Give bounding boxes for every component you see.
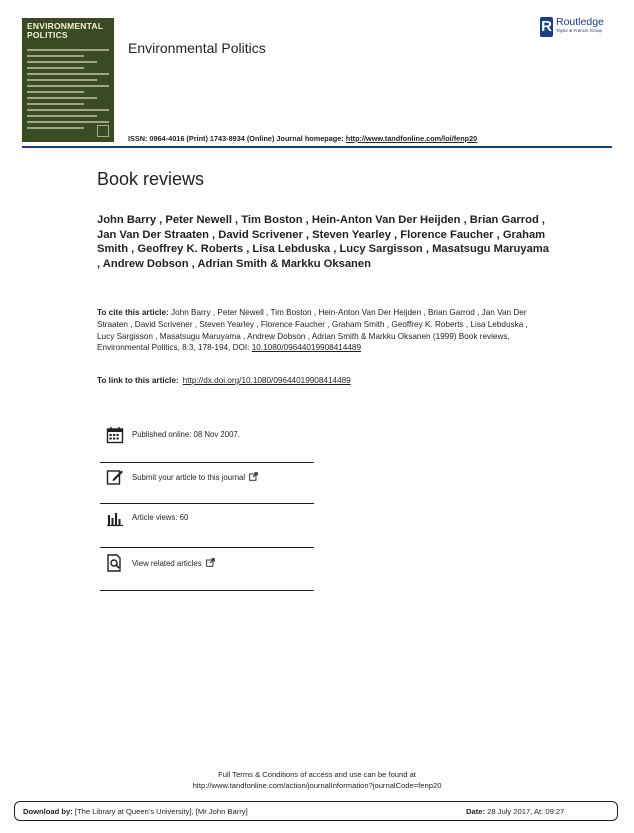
external-link-icon [249,472,258,481]
citation-block [97,307,542,354]
cover-contents-lines [27,49,109,129]
cover-mark [97,125,109,137]
article-title: Book reviews [97,169,205,189]
terms-block [0,769,634,791]
article-link-line [97,376,351,385]
download-date [466,807,564,816]
search-document-icon [106,554,124,572]
date-label: Date: [466,807,485,816]
bar-chart-icon [106,509,124,527]
submit-article-link[interactable] [132,472,258,482]
edit-icon [106,468,124,486]
cite-label: To cite this article: [97,308,169,317]
issn-line [128,134,477,143]
cite-text: John Barry , Peter Newell , Tim Boston , Hein-Anton Van Der Heijden , Brian Garrod , Jan Van Der Straaten , David Scrivener , Steven Yearley , Florence Faucher , Graham Smith , Geoffrey K. Roberts , Lisa Lebduska , Lucy Sargisson , Masatsugu Maruyama , Andrew Dobson , Adrian Smith & Markku Oksanen (1999) Book reviews, Environmental Politics, 8:3, 178-194, DOI: [97,308,528,353]
journal-name: Environmental Politics [128,40,266,56]
journal-homepage-link[interactable]: http://www.tandfonline.com/loi/fenp20 [345,134,478,143]
info-divider [100,503,314,504]
download-label: Download by: [23,807,73,816]
download-info-box [14,801,618,821]
publisher-name: Routledge [556,16,604,28]
issn-text: ISSN: 0964-4016 (Print) 1743-8934 (Online) Journal homepage: [128,134,346,143]
related-articles-row[interactable] [100,552,314,592]
download-by [23,807,248,816]
author-list: John Barry , Peter Newell , Tim Boston , Hein-Anton Van Der Heijden , Brian Garrod , Jan Van Der Straaten , David Scrivener , Steven Yearley , Florence Faucher , Graham Smith , Geoffrey K. Roberts , Lisa Lebduska , Lucy Sargisson , Masatsugu Maruyama , Andrew Dobson , Adrian Smith & Markku Oksanen [97,214,549,270]
submit-article-text: Submit your article to this journal [132,473,246,482]
related-articles-link[interactable] [132,558,215,568]
publisher-tagline: Taylor & Francis Group [556,28,603,33]
date-value: 28 July 2017, At: 09:27 [485,807,565,816]
routledge-r-icon: R [541,18,552,35]
download-value: [The Library at Queen's University], [Mr John Barry] [72,807,248,816]
terms-text: Full Terms & Conditions of access and use can be found at [218,770,416,779]
info-divider [100,462,314,463]
cover-title: ENVIRONMENTAL POLITICS [27,21,103,40]
header-divider [22,146,612,148]
published-online-text: Published online: 08 Nov 2007. [132,430,240,439]
calendar-icon [106,426,124,444]
terms-url-link[interactable]: http://www.tandfonline.com/action/journalInformation?journalCode=fenp20 [192,781,442,790]
info-divider [100,590,314,591]
link-label: To link to this article: [97,376,179,385]
external-link-icon [206,558,215,567]
article-doi-url-link[interactable]: http://dx.doi.org/10.1080/09644019908414489 [182,376,351,385]
info-divider [100,547,314,548]
related-articles-text: View related articles [132,559,202,568]
article-views-text: Article views: 60 [132,513,189,522]
submit-article-row[interactable] [100,466,314,506]
publisher-logo [540,17,604,37]
article-views-row [100,507,314,547]
doi-link[interactable]: 10.1080/09644019908414489 [251,343,362,353]
journal-cover-image [22,18,114,142]
published-online-row [100,424,314,464]
